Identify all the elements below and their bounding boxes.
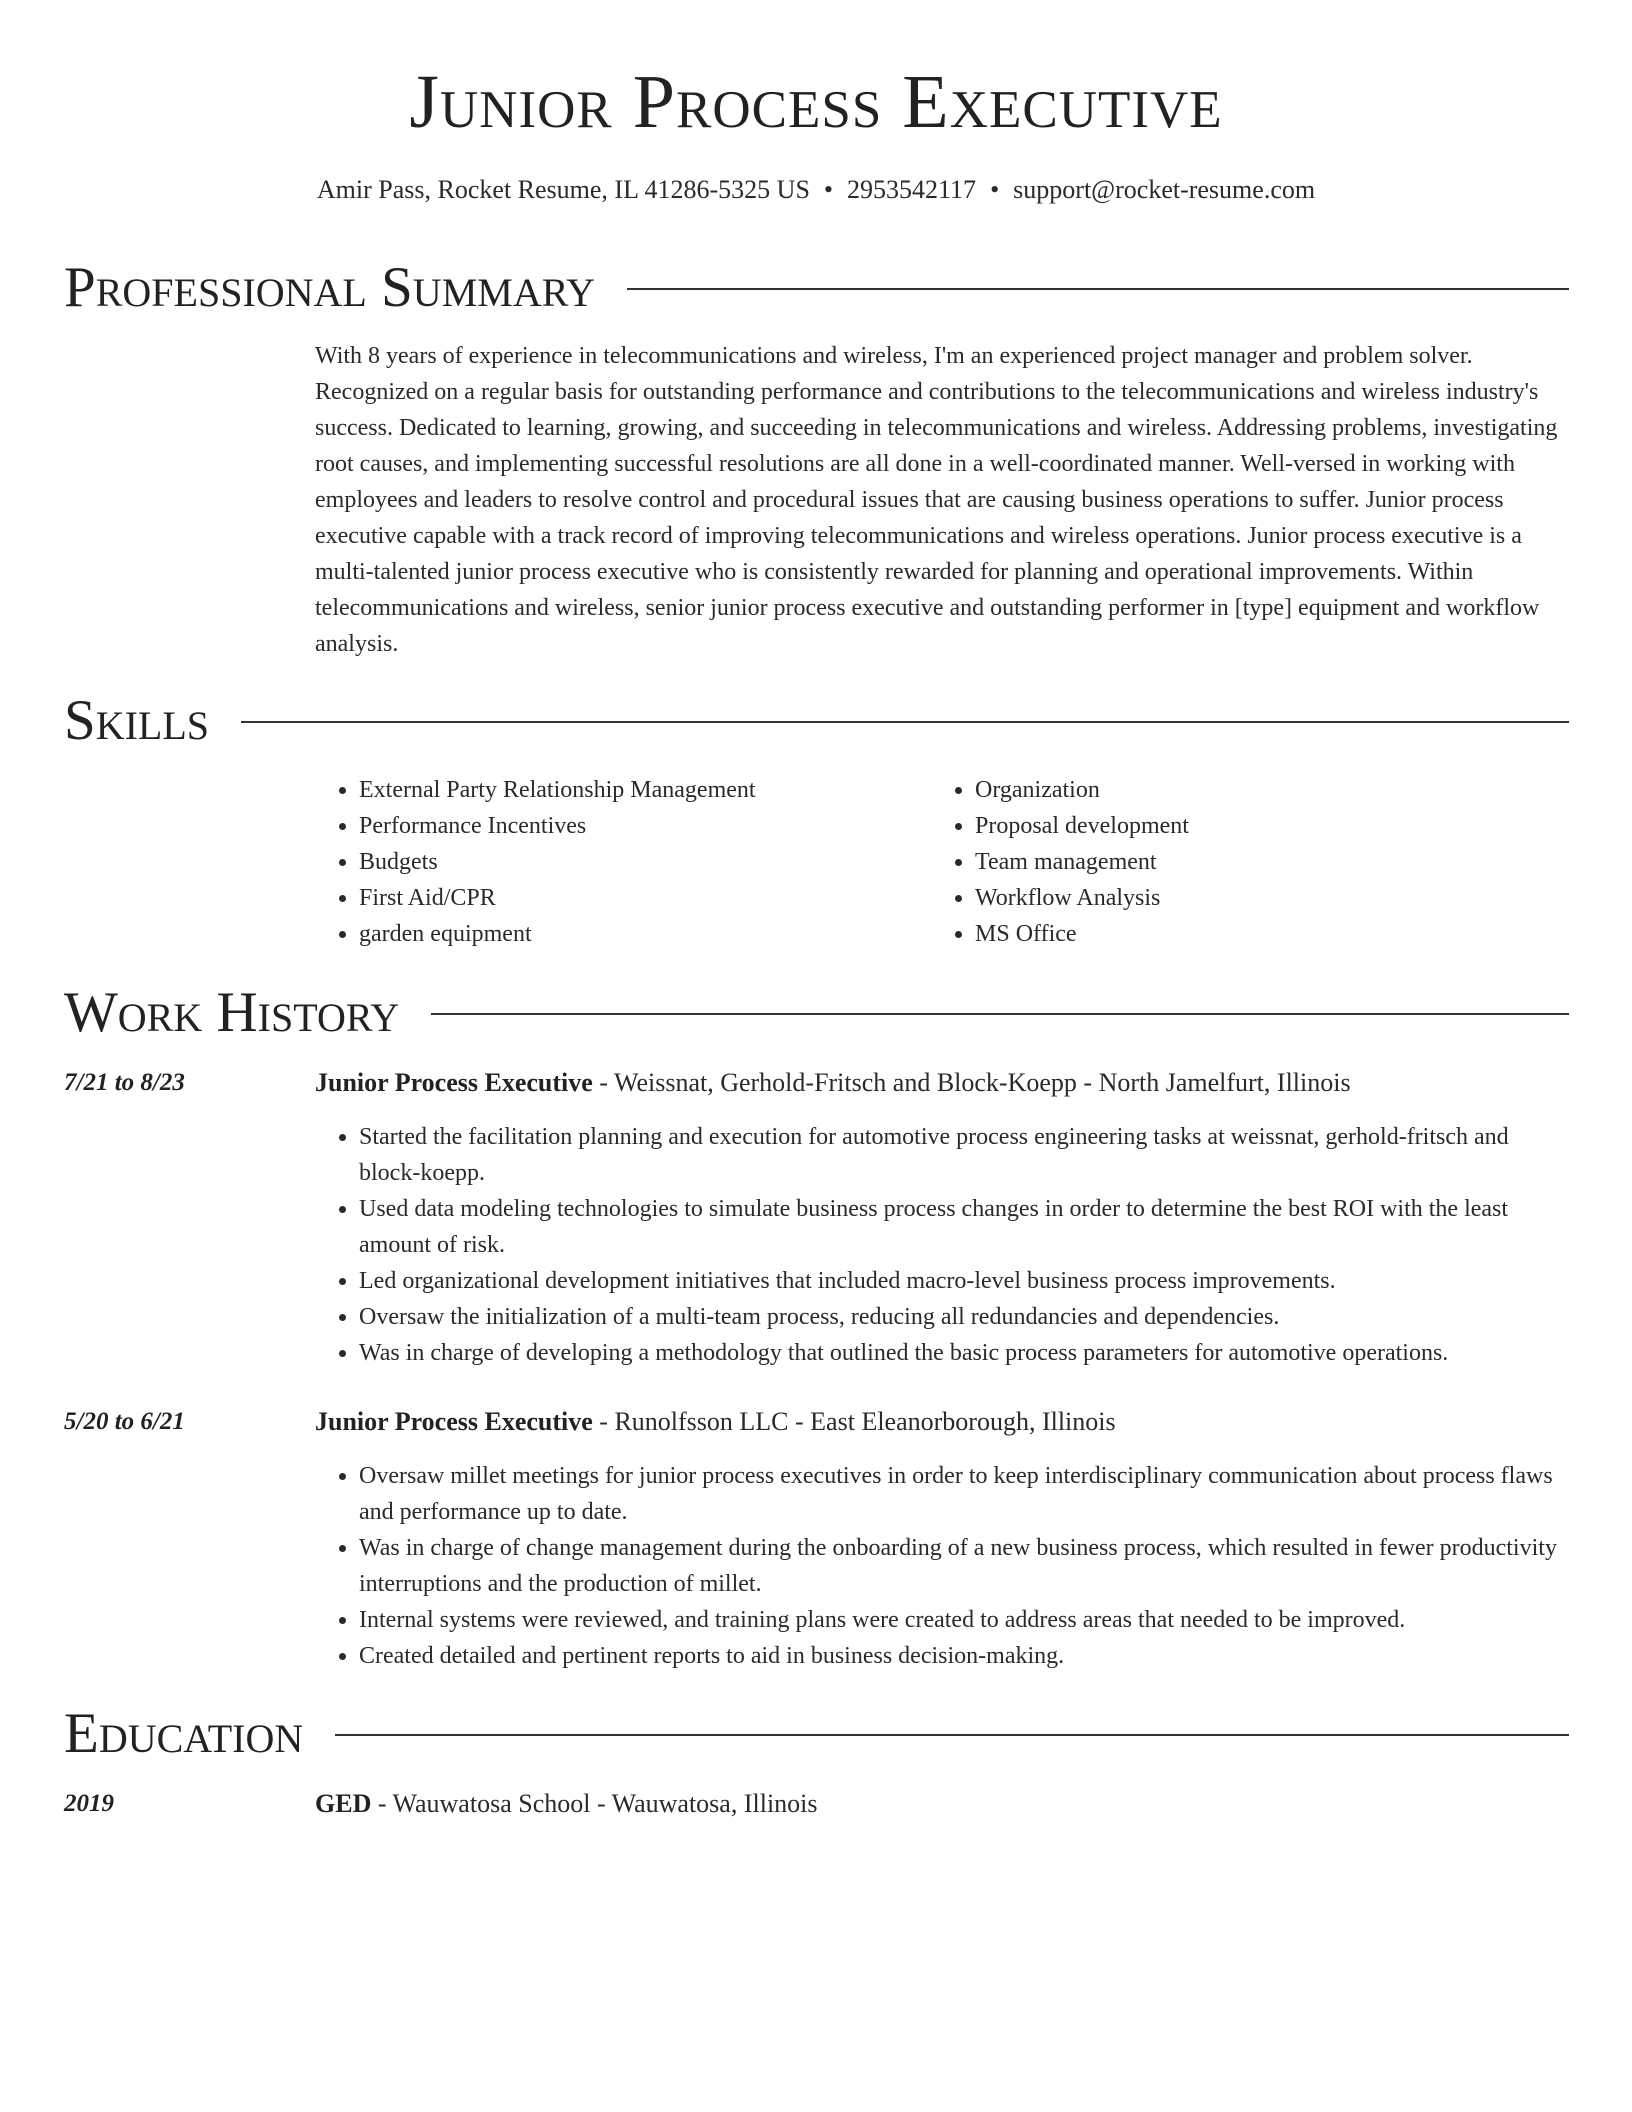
education-year: 2019 <box>64 1790 114 1817</box>
skill-item: • Proposal development <box>975 808 1189 844</box>
skill-item: • Budgets <box>359 844 756 880</box>
summary-section-title: Professional Summary <box>64 256 596 319</box>
skill-item: • Team management <box>975 844 1189 880</box>
job-bullet: • Was in charge of developing a methodology that outlined the basic process parameters for automotive operations. <box>359 1335 1575 1371</box>
skill-item: • Organization <box>975 772 1189 808</box>
education-school: - Wauwatosa School - Wauwatosa, Illinois <box>371 1789 818 1818</box>
job-employer: - Runolfsson LLC - East Eleanorborough, Illinois <box>592 1407 1116 1436</box>
section-divider <box>431 1013 1569 1015</box>
education-section-header <box>64 1698 1569 1770</box>
skill-item: • garden equipment <box>359 916 756 952</box>
job-employer: - Weissnat, Gerhold-Fritsch and Block-Koepp - North Jamelfurt, Illinois <box>592 1068 1351 1097</box>
contact-address: Amir Pass, Rocket Resume, IL 41286-5325 US <box>316 175 810 204</box>
contact-separator: • <box>990 175 1000 204</box>
job-bullets <box>315 1119 1575 1371</box>
skills-list-left <box>315 772 756 952</box>
section-divider <box>335 1734 1569 1736</box>
job-bullet: • Internal systems were reviewed, and training plans were created to address areas that needed to be improved. <box>359 1602 1575 1638</box>
job-title: Junior Process Executive <box>315 1407 593 1436</box>
job-bullets <box>315 1458 1575 1674</box>
education-heading <box>315 1786 1575 1822</box>
job-bullet: • Was in charge of change management during the onboarding of a new business process, which resulted in fewer productivity interruptions and the production of millet. <box>359 1530 1575 1602</box>
job-bullet: • Led organizational development initiatives that included macro-level business process improvements. <box>359 1263 1575 1299</box>
job-bullet: • Used data modeling technologies to simulate business process changes in order to determine the best ROI with the least amount of risk. <box>359 1191 1575 1263</box>
skill-item: • MS Office <box>975 916 1189 952</box>
skills-section-title: Skills <box>64 689 210 752</box>
work-section-header <box>64 977 1569 1049</box>
contact-separator: • <box>823 175 834 204</box>
education-degree: GED <box>315 1789 372 1818</box>
contact-line <box>0 172 1632 208</box>
job-bullet: • Created detailed and pertinent reports to aid in business decision-making. <box>359 1638 1575 1674</box>
job-title: Junior Process Executive <box>315 1068 593 1097</box>
candidate-name: Junior Process Executive <box>409 60 1223 144</box>
summary-section-header <box>64 252 1569 324</box>
job-bullet: • Started the facilitation planning and execution for automotive process engineering tasks at weissnat, gerhold-fritsch and block-koepp. <box>359 1119 1575 1191</box>
contact-email: support@rocket-resume.com <box>1013 175 1316 204</box>
contact-phone: 2953542117 <box>847 175 977 204</box>
job-dates: 5/20 to 6/21 <box>64 1408 185 1435</box>
skill-item: • Workflow Analysis <box>975 880 1189 916</box>
job-heading <box>315 1065 1575 1101</box>
job-bullet: • Oversaw the initialization of a multi-team process, reducing all redundancies and dependencies. <box>359 1299 1575 1335</box>
summary-text: With 8 years of experience in telecommunications and wireless, I'm an experienced project manager and problem solver. Recognized on a regular basis for outstanding performance and contributions to the telecommunications and wireless industry's success. Dedicated to learning, growing, and succeeding in telecommunications and wireless. Addressing problems, investigating root causes, and implementing successful resolutions are all done in a well-coordinated manner. Well-versed in working with employees and leaders to resolve control and procedural issues that are causing business operations to suffer. Junior process executive capable with a track record of improving telecommunications and wireless operations. Junior process executive is a multi-talented junior process executive who is consistently rewarded for planning and operational improvements. Within telecommunications and wireless, senior junior process executive and outstanding performer in [type] equipment and workflow analysis. <box>315 343 1558 657</box>
work-section-title: Work History <box>64 981 400 1044</box>
job-heading <box>315 1404 1575 1440</box>
job-bullet: • Oversaw millet meetings for junior process executives in order to keep interdisciplinary communication about process flaws and performance up to date. <box>359 1458 1575 1530</box>
section-divider <box>627 288 1569 290</box>
job-dates: 7/21 to 8/23 <box>64 1069 185 1096</box>
skills-section-header <box>64 685 1569 757</box>
skills-list-right <box>931 772 1189 952</box>
skill-item: • First Aid/CPR <box>359 880 756 916</box>
skill-item: • External Party Relationship Management <box>359 772 756 808</box>
section-divider <box>241 721 1569 723</box>
skill-item: • Performance Incentives <box>359 808 756 844</box>
education-section-title: Education <box>64 1702 304 1765</box>
